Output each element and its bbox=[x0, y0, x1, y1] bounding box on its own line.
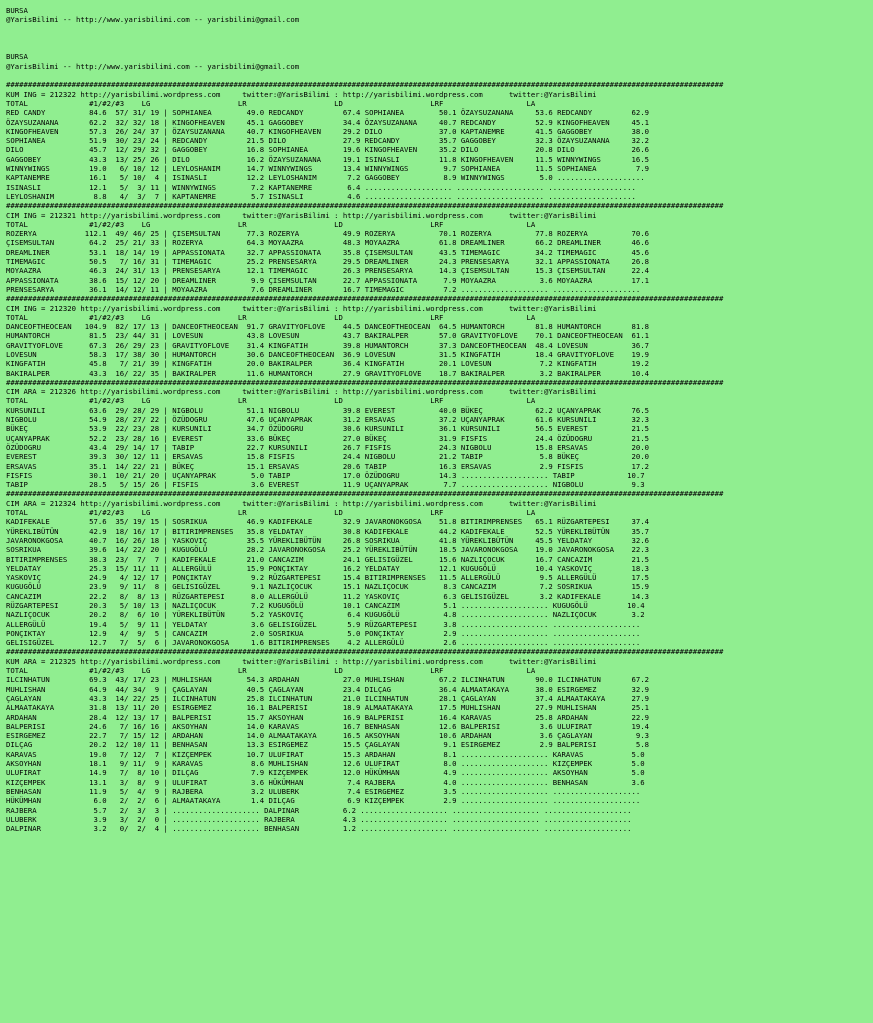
result-row: DALPINAR 3.2 0/ 2/ 4 | .................... BENHASAN 1.2 .................... .................... .................... bbox=[6, 824, 632, 834]
result-row: LOVESUN 58.3 17/ 38/ 30 | HUMANTORCH 30.6 DANCEOFTHEOCEAN 36.9 LOVESUN 31.5 KINGFATIH 18.4 GRAVITYOFLOVE 19.9 bbox=[6, 349, 650, 359]
result-row: ILCINHATUN 69.3 43/ 17/ 23 | MUHLISHAN 54.3 ARDAHAN 27.0 MUHLISHAN 67.2 ILCINHATUN 90.0 ILCINHATUN 67.2 bbox=[6, 675, 650, 685]
result-row: HÜKÜMHAN 6.0 2/ 2/ 6 | ALMAATAKAYA 1.4 DILÇAG 6.9 KIZÇEMPEK 2.9 .................... .................... bbox=[6, 796, 641, 806]
hash-divider: #################################################################################################################################################################### bbox=[6, 80, 724, 90]
result-row: LEYLOSHANIM 8.8 4/ 3/ 7 | KAPTANEMRE 5.7 ISINASLI 4.6 .................... .................... .................... bbox=[6, 191, 636, 201]
spacer bbox=[6, 43, 873, 52]
result-row: ERSAVAS 35.1 14/ 22/ 21 | BÜKEÇ 15.1 ERSAVAS 20.6 TABIP 16.3 ERSAVAS 2.9 FISFIS 17.2 bbox=[6, 461, 650, 471]
result-row: BENHASAN 11.9 5/ 4/ 9 | RAJBERA 3.2 ULUBERK 7.4 ESIRGEMEZ 3.5 .................... .................... bbox=[6, 786, 641, 796]
result-row: ULUBERK 3.9 3/ 2/ 0 | .................... RAJBERA 4.3 .................... .................... .................... bbox=[6, 814, 632, 824]
race-header: CIM ING = 212320 http://yarisbilimi.wordpress.com twitter:@YarisBilimi : http://yarisbilimi.wordpress.com twitter:@YarisBilimi bbox=[6, 303, 597, 313]
hash-divider: #################################################################################################################################################################### bbox=[6, 201, 724, 211]
result-row: KARAVAS 19.0 7/ 12/ 7 | KIZÇEMPEK 10.7 ULUFIRAT 15.3 ARDAHAN 8.1 .................... KARAVAS 5.0 bbox=[6, 749, 645, 759]
race-header: CIM ARA = 212324 http://yarisbilimi.wordpress.com twitter:@YarisBilimi : http://yarisbilimi.wordpress.com twitter:@YarisBilimi bbox=[6, 498, 597, 508]
race-header: KUM ARA = 212325 http://yarisbilimi.wordpress.com twitter:@YarisBilimi : http://yarisbilimi.wordpress.com twitter:@YarisBilimi bbox=[6, 656, 597, 666]
result-row: MOYAAZRA 46.3 24/ 31/ 13 | PRENSESARYA 12.1 TIMEMAGIC 26.3 PRENSESARYA 14.3 ÇISEMSULTAN 15.3 ÇISEMSULTAN 22.4 bbox=[6, 266, 650, 276]
result-row: GRAVITYOFLOVE 67.3 26/ 29/ 23 | GRAVITYOFLOVE 31.4 KINGFATIH 39.8 HUMANTORCH 37.3 DANCEOFTHEOCEAN 48.4 LOVESUN 36.7 bbox=[6, 340, 650, 350]
city-title-repeat: BURSA bbox=[6, 52, 28, 62]
result-row: CANCAZIM 22.2 8/ 8/ 13 | RÜZGARTEPESI 8.0 ALLERGÜLÜ 11.2 YASKOVIÇ 6.3 GELISIGÜZEL 3.2 KADIFEKALE 14.3 bbox=[6, 591, 650, 601]
result-row: ISINASLI 12.1 5/ 3/ 11 | WINNYWINGS 7.2 KAPTANEMRE 6.4 .................... .................... .................... bbox=[6, 182, 636, 192]
result-row: BÜKEÇ 53.9 22/ 23/ 28 | KURSUNILI 34.7 ÖZÜDOGRU 30.6 KURSUNILI 36.1 KURSUNILI 56.5 EVEREST 21.5 bbox=[6, 424, 650, 434]
result-row: RED CANDY 84.6 57/ 31/ 19 | SOPHIANEA 49.0 REDCANDY 67.4 SOPHIANEA 50.1 ÖZAYSUZANANA 53.6 REDCANDY 62.9 bbox=[6, 108, 650, 118]
result-row: MUHLISHAN 64.9 44/ 34/ 9 | ÇAGLAYAN 40.5 ÇAGLAYAN 23.4 DILÇAG 36.4 ALMAATAKAYA 38.0 ESIRGEMEZ 32.9 bbox=[6, 684, 650, 694]
result-row: BAKIRALPER 43.3 16/ 22/ 35 | BAKIRALPER 11.6 HUMANTORCH 27.9 GRAVITYOFLOVE 18.7 BAKIRALPER 3.2 BAKIRALPER 10.4 bbox=[6, 368, 650, 378]
result-row: KADIFEKALE 57.6 35/ 19/ 15 | SOSRIKUA 46.9 KADIFEKALE 32.9 JAVARONOKGOSA 51.8 BITIRIMPRENSES 65.1 RÜZGARTEPESI 37.4 bbox=[6, 517, 650, 527]
spacer bbox=[6, 34, 873, 43]
result-row: KURSUNILI 63.6 29/ 28/ 29 | NIGBOLU 51.1 NIGBOLU 39.8 EVEREST 40.0 BÜKEÇ 62.2 UÇANYAPRAK 76.5 bbox=[6, 405, 650, 415]
result-row: RÜZGARTEPESI 20.3 5/ 10/ 13 | NAZLIÇOCUK 7.2 KUGUGÖLÜ 10.1 CANCAZIM 5.1 .................... KUGUGÖLÜ 10.4 bbox=[6, 601, 645, 610]
result-row: DILÇAG 20.2 12/ 10/ 11 | BENHASAN 13.3 ESIRGEMEZ 15.5 ÇAGLAYAN 9.1 ESIRGEMEZ 2.9 BALPERISI 5.8 bbox=[6, 740, 650, 750]
result-row: NAZLIÇOCUK 20.2 8/ 6/ 10 | YÜREKLIBÜTÜN 5.2 YASKOVIÇ 6.4 KUGUGÖLÜ 4.8 .................... NAZLIÇOCUK 3.2 bbox=[6, 610, 645, 620]
result-row: TABIP 28.5 5/ 15/ 26 | FISFIS 3.6 EVEREST 11.9 UÇANYAPRAK 7.7 .................... NIGBOLU 9.3 bbox=[6, 480, 645, 490]
result-row: GELISIGÜZEL 12.7 7/ 5/ 6 | JAVARONOKGOSA 1.6 BITIRIMPRENSES 4.2 ALLERGÜLÜ 2.6 .................... .................... bbox=[6, 638, 641, 648]
result-row: RAJBERA 5.7 2/ 3/ 3 | .................... DALPINAR 6.2 .................... .................... .................... bbox=[6, 805, 632, 815]
result-row: TIMEMAGIC 50.5 7/ 16/ 31 | TIMEMAGIC 25.2 PRENSESARYA 29.5 DREAMLINER 24.3 PRENSESARYA 32.1 APPASSIONATA 26.8 bbox=[6, 257, 650, 267]
result-row: ÇAGLAYAN 43.3 14/ 22/ 25 | ILCINHATUN 25.8 ILCINHATUN 21.0 ILCINHATUN 28.1 ÇAGLAYAN 37.4 ALMAATAKAYA 27.9 bbox=[6, 693, 650, 703]
column-headers: TOTAL #1/#2/#3 LG LR LD LRF LA bbox=[6, 666, 536, 676]
result-row: EVEREST 39.3 30/ 12/ 11 | ERSAVAS 15.8 FISFIS 24.4 NIGBOLU 21.2 TABIP 5.8 BÜKEÇ 20.0 bbox=[6, 452, 650, 462]
result-row: ALLERGÜLÜ 19.4 5/ 9/ 11 | YELDATAY 3.6 GELISIGÜZEL 5.9 RÜZGARTEPESI 3.8 .................... .................... bbox=[6, 619, 641, 629]
credit-line: @YarisBilimi -- http://www.yarisbilimi.com -- yarisbilimi@gmail.com bbox=[6, 15, 300, 25]
race-section-cim-ara-212326 bbox=[6, 378, 873, 490]
result-row: DANCEOFTHEOCEAN 104.9 82/ 17/ 13 | DANCEOFTHEOCEAN 91.7 GRAVITYOFLOVE 44.5 DANCEOFTHEOCEAN 64.5 HUMANTORCH 81.8 HUMANTORCH 81.8 bbox=[6, 322, 650, 332]
result-row: ULUFIRAT 14.9 7/ 8/ 10 | DILÇAG 7.9 KIZÇEMPEK 12.0 HÜKÜMHAN 4.9 .................... AKSOYHAN 5.0 bbox=[6, 768, 645, 778]
result-row: BITIRIMPRENSES 38.3 23/ 7/ 7 | KADIFEKALE 21.0 CANCAZIM 24.1 GELISIGÜZEL 15.6 NAZLIÇOCUK 16.7 CANCAZIM 21.5 bbox=[6, 554, 650, 564]
result-row: KIZÇEMPEK 13.1 3/ 8/ 9 | ULUFIRAT 3.6 HÜKÜMHAN 7.4 RAJBERA 4.0 .................... BENHASAN 3.6 bbox=[6, 777, 645, 787]
hash-divider: #################################################################################################################################################################### bbox=[6, 294, 724, 304]
race-header: KUM ING = 212322 http://yarisbilimi.wordpress.com twitter:@YarisBilimi : http://yarisbilimi.wordpress.com twitter:@YarisBilimi bbox=[6, 89, 597, 99]
result-row: PONÇIKTAY 12.9 4/ 9/ 5 | CANCAZIM 2.0 SOSRIKUA 5.0 PONÇIKTAY 2.9 .................... .................... bbox=[6, 628, 641, 638]
race-section-kum-ara-212325 bbox=[6, 647, 873, 833]
result-row: ESIRGEMEZ 22.7 7/ 15/ 12 | ARDAHAN 14.0 ALMAATAKAYA 16.5 AKSOYHAN 10.6 ARDAHAN 3.6 ÇAGLAYAN 9.3 bbox=[6, 731, 650, 741]
result-row: GAGGOBEY 43.3 13/ 25/ 26 | DILO 16.2 ÖZAYSUZANANA 19.1 ISINASLI 11.8 KINGOFHEAVEN 11.5 WINNYWINGS 16.5 bbox=[6, 154, 650, 164]
result-row: KUGUGÖLÜ 23.9 9/ 11/ 8 | GELISIGÜZEL 9.1 NAZLIÇOCUK 15.1 NAZLIÇOCUK 8.3 CANCAZIM 7.2 SOSRIKUA 15.9 bbox=[6, 582, 650, 592]
spacer bbox=[6, 25, 873, 34]
column-headers: TOTAL #1/#2/#3 LG LR LD LRF LA bbox=[6, 312, 536, 322]
result-row: SOPHIANEA 51.9 30/ 23/ 24 | REDCANDY 21.5 DILO 27.9 REDCANDY 35.7 GAGGOBEY 32.3 ÖZAYSUZANANA 32.2 bbox=[6, 136, 650, 146]
result-row: AKSOYHAN 18.1 9/ 11/ 9 | KARAVAS 8.6 MUHLISHAN 12.6 ULUFIRAT 8.0 .................... KIZÇEMPEK 5.0 bbox=[6, 759, 645, 769]
result-row: FISFIS 30.1 10/ 21/ 20 | UÇANYAPRAK 5.0 TABIP 17.0 ÖZÜDOGRU 14.3 .................... TABIP 10.7 bbox=[6, 470, 645, 480]
result-row: ÖZÜDOGRU 43.4 29/ 14/ 17 | TABIP 22.7 KURSUNILI 26.7 FISFIS 24.3 NIGBOLU 15.8 ERSAVAS 20.0 bbox=[6, 442, 650, 452]
race-header: CIM ARA = 212326 http://yarisbilimi.wordpress.com twitter:@YarisBilimi : http://yarisbilimi.wordpress.com twitter:@YarisBilimi bbox=[6, 387, 597, 397]
result-row: APPASSIONATA 38.6 15/ 12/ 20 | DREAMLINER 9.9 ÇISEMSULTAN 22.7 APPASSIONATA 7.9 MOYAAZRA 3.6 MOYAAZRA 17.1 bbox=[6, 275, 650, 285]
column-headers: TOTAL #1/#2/#3 LG LR LD LRF LA bbox=[6, 98, 536, 108]
result-row: HUMANTORCH 81.5 23/ 44/ 31 | LOVESUN 43.8 LOVESUN 43.7 BAKIRALPER 57.0 GRAVITYOFLOVE 70.1 DANCEOFTHEOCEAN 61.1 bbox=[6, 331, 650, 341]
column-headers: TOTAL #1/#2/#3 LG LR LD LRF LA bbox=[6, 396, 536, 406]
result-row: YÜREKLIBÜTÜN 42.9 18/ 16/ 17 | BITIRIMPRENSES 35.8 YELDATAY 30.8 KADIFEKALE 44.2 KADIFEKALE 52.5 YÜREKLIBÜTÜN 35.7 bbox=[6, 526, 650, 536]
column-headers: TOTAL #1/#2/#3 LG LR LD LRF LA bbox=[6, 219, 536, 229]
result-row: KAPTANEMRE 16.1 5/ 10/ 4 | ISINASLI 12.2 LEYLOSHANIM 7.2 GAGGOBEY 8.9 WINNYWINGS 5.0 .................... bbox=[6, 173, 645, 183]
result-row: ARDAHAN 28.4 12/ 13/ 17 | BALPERISI 15.7 AKSOYHAN 16.9 BALPERISI 16.4 KARAVAS 25.8 ARDAHAN 22.9 bbox=[6, 712, 650, 722]
race-section-cim-ara-212324 bbox=[6, 489, 873, 647]
result-row: KINGFATIH 45.8 7/ 21/ 39 | KINGFATIH 20.0 BAKIRALPER 36.4 KINGFATIH 20.1 LOVESUN 7.2 KINGFATIH 19.2 bbox=[6, 359, 650, 369]
result-row: PRENSESARYA 36.1 14/ 12/ 11 | MOYAAZRA 7.6 DREAMLINER 16.7 TIMEMAGIC 7.2 .................... .................... bbox=[6, 284, 641, 294]
race-section-cim-ing-212321 bbox=[6, 201, 873, 294]
result-row: DILO 45.7 12/ 29/ 32 | GAGGOBEY 16.8 SOPHIANEA 19.6 KINGOFHEAVEN 35.2 DILO 20.8 DILO 26.6 bbox=[6, 145, 650, 155]
result-row: WINNYWINGS 19.0 6/ 10/ 12 | LEYLOSHANIM 14.7 WINNYWINGS 13.4 WINNYWINGS 9.7 SOPHIANEA 11.5 SOPHIANEA 7.9 bbox=[6, 164, 650, 174]
result-row: ÇISEMSULTAN 64.2 25/ 21/ 33 | ROZERYA 64.3 MOYAAZRA 48.3 MOYAAZRA 61.8 DREAMLINER 66.2 DREAMLINER 46.6 bbox=[6, 238, 650, 248]
result-row: JAVARONOKGOSA 40.7 16/ 26/ 18 | YASKOVIÇ 35.5 YÜREKLIBÜTÜN 26.8 SOSRIKUA 41.8 YÜREKLIBÜTÜN 45.5 YELDATAY 32.6 bbox=[6, 535, 650, 545]
spacer bbox=[6, 71, 873, 80]
result-row: ÖZAYSUZANANA 62.2 32/ 32/ 18 | KINGOFHEAVEN 45.1 GAGGOBEY 34.4 ÖZAYSUZANANA 40.7 REDCANDY 52.9 KINGOFHEAVEN 45.1 bbox=[6, 117, 650, 127]
race-sections bbox=[6, 80, 873, 833]
result-row: YASKOVIÇ 24.9 4/ 12/ 17 | PONÇIKTAY 9.2 RÜZGARTEPESI 15.4 BITIRIMPRENSES 11.5 ALLERGÜLÜ 9.5 ALLERGÜLÜ 17.5 bbox=[6, 573, 650, 583]
column-headers: TOTAL #1/#2/#3 LG LR LD LRF LA bbox=[6, 508, 536, 518]
hash-divider: #################################################################################################################################################################### bbox=[6, 377, 724, 387]
credit-line-repeat: @YarisBilimi -- http://www.yarisbilimi.com -- yarisbilimi@gmail.com bbox=[6, 61, 300, 71]
race-section-cim-ing-212320 bbox=[6, 294, 873, 378]
hash-divider: #################################################################################################################################################################### bbox=[6, 647, 724, 657]
result-row: ALMAATAKAYA 31.8 13/ 11/ 20 | ESIRGEMEZ 16.1 BALPERISI 18.9 ALMAATAKAYA 17.5 MUHLISHAN 27.9 MUHLISHAN 25.1 bbox=[6, 703, 650, 713]
result-row: YELDATAY 25.3 15/ 11/ 11 | ALLERGÜLÜ 15.9 PONÇIKTAY 16.2 YELDATAY 12.1 KUGUGÖLÜ 10.4 YASKOVIÇ 18.3 bbox=[6, 563, 650, 573]
race-section-kum-ing-212322 bbox=[6, 80, 873, 201]
result-row: KINGOFHEAVEN 57.3 26/ 24/ 37 | ÖZAYSUZANANA 40.7 KINGOFHEAVEN 29.2 DILO 37.0 KAPTANEMRE 41.5 GAGGOBEY 38.0 bbox=[6, 126, 650, 136]
result-row: SOSRIKUA 39.6 14/ 22/ 20 | KUGUGÖLÜ 28.2 JAVARONOKGOSA 25.2 YÜREKLIBÜTÜN 18.5 JAVARONOKGOSA 19.0 JAVARONOKGOSA 22.3 bbox=[6, 545, 650, 555]
hash-divider: #################################################################################################################################################################### bbox=[6, 489, 724, 499]
city-title: BURSA bbox=[6, 6, 28, 15]
race-header: CIM ING = 212321 http://yarisbilimi.wordpress.com twitter:@YarisBilimi : http://yarisbilimi.wordpress.com twitter:@YarisBilimi bbox=[6, 210, 597, 220]
result-row: BALPERISI 24.6 7/ 16/ 16 | AKSOYHAN 14.0 KARAVAS 16.7 BENHASAN 12.6 BALPERISI 3.6 ULUFIRAT 19.4 bbox=[6, 721, 650, 731]
result-row: DREAMLINER 53.1 18/ 14/ 19 | APPASSIONATA 32.7 APPASSIONATA 35.8 ÇISEMSULTAN 43.5 TIMEMAGIC 34.2 TIMEMAGIC 45.6 bbox=[6, 247, 650, 257]
result-row: UÇANYAPRAK 52.2 23/ 28/ 16 | EVEREST 33.6 BÜKEÇ 27.0 BÜKEÇ 31.9 FISFIS 24.4 ÖZÜDOGRU 21.5 bbox=[6, 433, 650, 443]
result-row: NIGBOLU 54.9 28/ 27/ 22 | ÖZÜDOGRU 47.6 UÇANYAPRAK 31.2 ERSAVAS 37.2 UÇANYAPRAK 61.6 KURSUNILI 32.3 bbox=[6, 415, 650, 425]
result-row: ROZERYA 112.1 49/ 46/ 25 | ÇISEMSULTAN 77.3 ROZERYA 49.9 ROZERYA 70.1 ROZERYA 77.8 ROZERYA 70.6 bbox=[6, 229, 650, 239]
